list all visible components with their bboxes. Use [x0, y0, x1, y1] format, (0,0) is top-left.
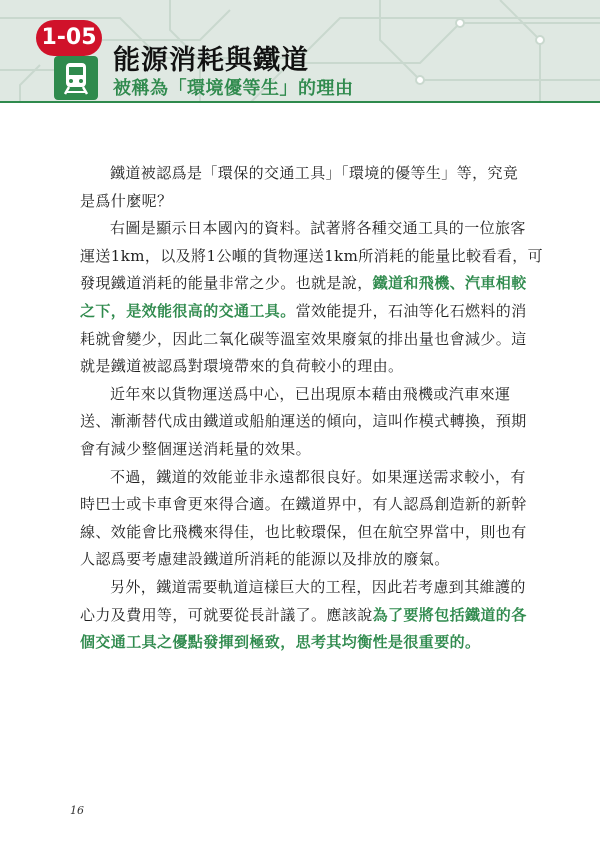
body-text: 就是鐵道被認爲對環境帶來的負荷較小的理由。	[80, 357, 404, 376]
train-icon	[54, 56, 98, 100]
paragraph	[80, 215, 544, 381]
body-text: 會有減少整個運送消耗量的效果。	[80, 439, 312, 458]
text-line	[80, 519, 526, 547]
text-line	[80, 381, 526, 409]
text-line	[80, 270, 526, 298]
body-text: 時巴士或卡車會更來得合適。在鐵道界中，有人認爲創造新的新幹	[80, 495, 527, 514]
highlighted-text: 個交通工具之優點發揮到極致，思考其均衡性是很重要的。	[80, 633, 481, 652]
body-text: 近年來以貨物運送爲中心，已出現原本藉由飛機或汽車來運	[110, 384, 511, 403]
text-line	[80, 629, 526, 657]
body-text: 是爲什麼呢？	[80, 191, 173, 210]
body-text: 送、漸漸替代成由鐵道或船舶運送的傾向，這叫作模式轉換，預期	[80, 412, 527, 431]
text-line	[80, 408, 526, 436]
body-text: 運送1km，以及將1公噸的貨物運送1km所消耗的能量比較看看，可	[80, 246, 544, 265]
page-subtitle: 被稱為「環境優等生」的理由	[113, 78, 354, 99]
body-text: 不過，鐵道的效能並非永遠都很良好。如果運送需求較小，有	[110, 467, 526, 486]
body-text: 線、效能會比飛機來得佳，也比較環保，但在航空界當中，則也有	[80, 522, 527, 541]
text-line	[80, 243, 544, 271]
text-line	[80, 574, 526, 602]
text-line	[80, 326, 526, 354]
article-body	[80, 160, 544, 657]
page-number: 16	[70, 804, 84, 817]
highlighted-text: 之下，是效能很高的交通工具。	[80, 301, 296, 320]
page-title: 能源消耗與鐵道	[113, 45, 309, 76]
text-line	[80, 491, 526, 519]
text-line	[80, 298, 526, 326]
body-text: 當效能提升，石油等化石燃料的消	[295, 301, 527, 320]
body-text: 另外，鐵道需要軌道這樣巨大的工程，因此若考慮到其維護的	[110, 577, 526, 596]
paragraph	[80, 381, 526, 464]
highlighted-text: 為了要將包括鐵道的各	[372, 605, 527, 624]
body-text: 心力及費用等，可就要從長計議了。應該說	[80, 605, 373, 624]
paragraph	[80, 464, 526, 574]
section-number-badge: 1-05	[36, 20, 102, 56]
text-line	[80, 160, 526, 188]
paragraph	[80, 574, 526, 657]
text-line	[80, 436, 526, 464]
text-line	[80, 215, 526, 243]
highlighted-text: 鐵道和飛機、汽車相較	[372, 274, 527, 293]
body-text: 右圖是顯示日本國內的資料。試著將各種交通工具的一位旅客	[110, 219, 526, 238]
body-text: 耗就會變少，因此二氧化碳等溫室效果廢氣的排出量也會減少。這	[80, 329, 527, 348]
header-rule	[0, 101, 600, 103]
body-text: 鐵道被認爲是「環保的交通工具」「環境的優等生」等，究竟	[110, 164, 519, 182]
text-line	[80, 602, 526, 630]
text-line	[80, 353, 526, 381]
text-line	[80, 464, 526, 492]
paragraph	[80, 160, 526, 215]
body-text: 發現鐵道消耗的能量非常之少。也就是說，	[80, 274, 373, 293]
text-line	[80, 546, 526, 574]
text-line	[80, 188, 526, 216]
body-text: 人認爲要考慮建設鐵道所消耗的能源以及排放的廢氣。	[80, 550, 450, 569]
